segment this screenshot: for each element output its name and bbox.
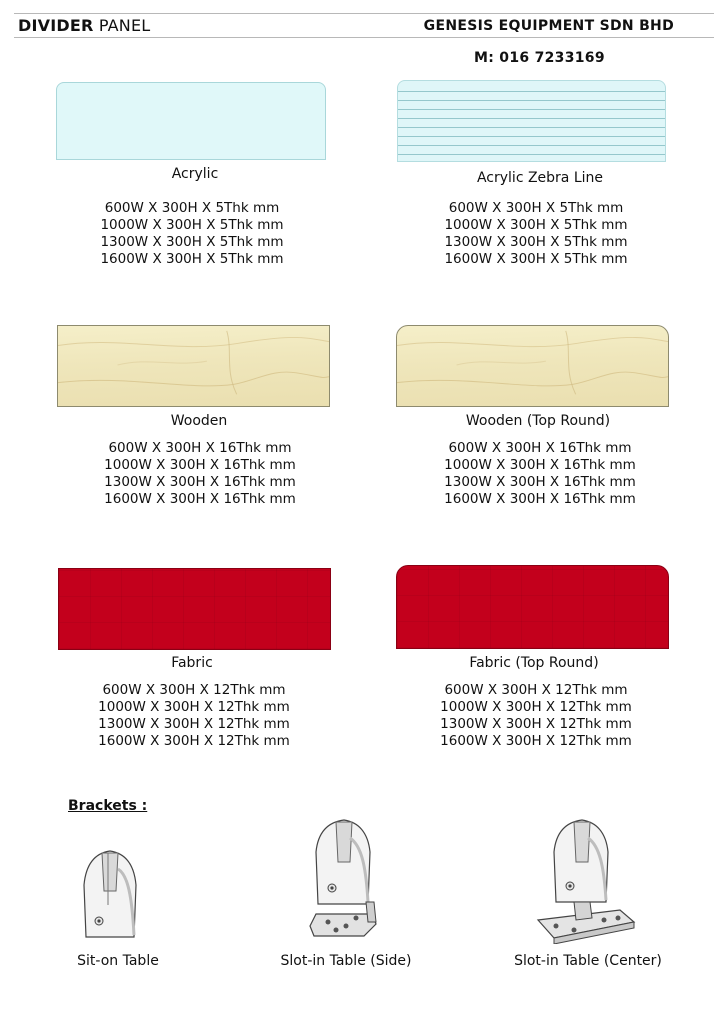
sit-on-table-bracket-image [78,845,142,941]
wooden-panel-image [57,325,330,407]
size-line: 1300W X 300H X 5Thk mm [100,234,284,250]
size-line: 1300W X 300H X 16Thk mm [444,474,636,490]
title-rest: PANEL [98,16,151,35]
size-line: 1000W X 300H X 12Thk mm [440,699,632,715]
header-bottom-rule [14,37,714,38]
size-line: 1000W X 300H X 16Thk mm [104,457,296,473]
slot-in-table-center-bracket-image [534,818,638,944]
size-line: 1300W X 300H X 5Thk mm [444,234,628,250]
size-line: 1000W X 300H X 12Thk mm [98,699,290,715]
size-line: 1600W X 300H X 12Thk mm [440,733,632,749]
panel-title-wooden: Wooden [170,413,228,429]
header-top-rule [14,13,714,14]
phone-number: M: 016 7233169 [474,50,605,66]
size-line: 1600W X 300H X 5Thk mm [444,251,628,267]
size-line: 1600W X 300H X 16Thk mm [104,491,296,507]
acrylic-zebra-panel-image [397,80,666,162]
size-line: 1300W X 300H X 12Thk mm [98,716,290,732]
size-line: 1000W X 300H X 16Thk mm [444,457,636,473]
wood-grain-pattern [397,326,668,406]
panel-sizes-acrylic [62,200,322,268]
size-line: 1300W X 300H X 16Thk mm [104,474,296,490]
panel-sizes-fabric-top-round [406,682,666,750]
acrylic-panel-image [56,82,326,160]
size-line: 600W X 300H X 12Thk mm [444,682,628,698]
size-line: 600W X 300H X 16Thk mm [108,440,292,456]
bracket-label-slot-in-table-side: Slot-in Table (Side) [280,953,412,969]
panel-sizes-wooden [70,440,330,508]
panel-title-acrylic-zebra: Acrylic Zebra Line [476,170,604,186]
brackets-heading: Brackets : [68,798,148,814]
title-bold: DIVIDER [18,16,94,35]
company-name: GENESIS EQUIPMENT SDN BHD [423,18,674,34]
panel-title-fabric: Fabric [171,655,213,671]
size-line: 600W X 300H X 12Thk mm [102,682,286,698]
slot-in-table-side-bracket-image [306,818,386,942]
panel-title-fabric-top-round: Fabric (Top Round) [469,655,599,671]
bracket-label-sit-on-table: Sit-on Table [77,953,159,969]
size-line: 1000W X 300H X 5Thk mm [100,217,284,233]
bracket-label-slot-in-table-center: Slot-in Table (Center) [514,953,662,969]
size-line: 1600W X 300H X 5Thk mm [100,251,284,267]
size-line: 600W X 300H X 5Thk mm [448,200,624,216]
wooden-top-round-panel-image [396,325,669,407]
size-line: 1600W X 300H X 12Thk mm [98,733,290,749]
document-title [18,16,150,35]
size-line: 1600W X 300H X 16Thk mm [444,491,636,507]
panel-sizes-fabric [64,682,324,750]
fabric-panel-image [58,568,331,650]
size-line: 600W X 300H X 16Thk mm [448,440,632,456]
panel-title-wooden-top-round: Wooden (Top Round) [465,413,611,429]
size-line: 600W X 300H X 5Thk mm [104,200,280,216]
panel-title-acrylic: Acrylic [171,166,219,182]
panel-sizes-acrylic-zebra [406,200,666,268]
size-line: 1000W X 300H X 5Thk mm [444,217,628,233]
size-line: 1300W X 300H X 12Thk mm [440,716,632,732]
fabric-top-round-panel-image [396,565,669,649]
panel-sizes-wooden-top-round [410,440,670,508]
wood-grain-pattern [58,326,329,406]
